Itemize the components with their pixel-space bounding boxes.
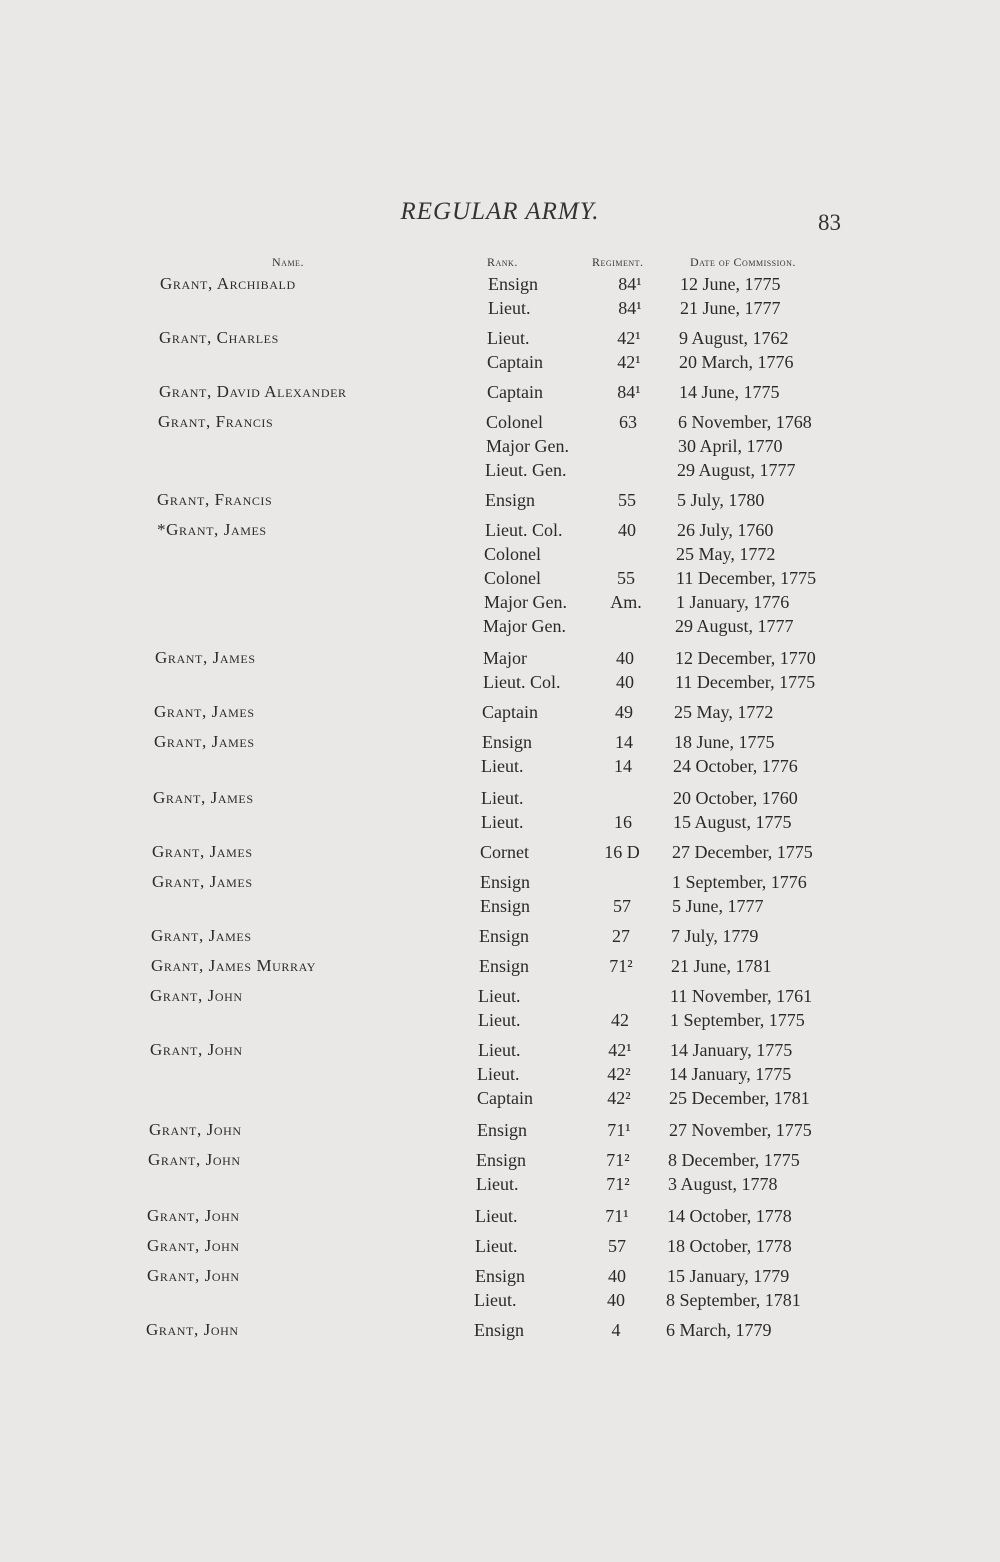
- table-row: [0, 984, 1000, 1008]
- table-row: [0, 458, 1000, 482]
- table-row: [0, 326, 1000, 350]
- entry-regiment: 40: [618, 520, 636, 540]
- entry-date: 27 November, 1775: [669, 1120, 812, 1140]
- entry-rank: Lieut.: [477, 1064, 520, 1084]
- entry-date: 1 September, 1776: [672, 872, 807, 892]
- entry-regiment: 42¹: [617, 328, 641, 348]
- entry-rank: Captain: [477, 1088, 533, 1108]
- table-row: [0, 924, 1000, 948]
- table-row: [0, 894, 1000, 918]
- entry-rank: Lieut.: [481, 788, 524, 808]
- entry-date: 11 November, 1761: [670, 986, 813, 1006]
- table-row: [0, 542, 1000, 566]
- entry-rank: Lieut.: [478, 1040, 521, 1060]
- column-header-rank: Rank.: [487, 255, 518, 269]
- entry-name: Grant, John: [150, 986, 243, 1005]
- entry-date: 25 May, 1772: [676, 544, 776, 564]
- entry-rank: Lieut. Gen.: [485, 460, 567, 480]
- table-row: [0, 488, 1000, 512]
- entry-regiment: 42²: [607, 1064, 631, 1084]
- entry-name: Grant, Francis: [157, 490, 273, 509]
- entry-date: 12 June, 1775: [680, 274, 781, 294]
- table-row: [0, 296, 1000, 320]
- entry-date: 30 April, 1770: [678, 436, 783, 456]
- entry-regiment: 40: [608, 1266, 626, 1286]
- table-row: [0, 518, 1000, 542]
- entry-date: 5 July, 1780: [677, 490, 765, 510]
- page-number: 83: [818, 210, 841, 235]
- table-row: [0, 786, 1000, 810]
- entry-rank: Lieut. Col.: [485, 520, 563, 540]
- entry-name: Grant, John: [146, 1320, 239, 1339]
- table-row: [0, 614, 1000, 638]
- table-row: [0, 434, 1000, 458]
- column-header-date: Date of Commission.: [690, 255, 796, 269]
- entry-rank: Ensign: [475, 1266, 526, 1286]
- entry-regiment: 42: [611, 1010, 629, 1030]
- table-row: [0, 1318, 1000, 1342]
- entry-date: 12 December, 1770: [675, 648, 816, 668]
- entry-regiment: 71¹: [605, 1206, 629, 1226]
- entry-regiment: 27: [612, 926, 630, 946]
- entry-rank: Ensign: [482, 732, 533, 752]
- entry-date: 27 December, 1775: [672, 842, 813, 862]
- entry-rank: Ensign: [477, 1120, 528, 1140]
- table-row: [0, 1288, 1000, 1312]
- entry-date: 8 September, 1781: [666, 1290, 801, 1310]
- entry-regiment: 71²: [606, 1174, 630, 1194]
- entry-name: Grant, James: [152, 872, 253, 891]
- entry-date: 29 August, 1777: [675, 616, 794, 636]
- entry-date: 21 June, 1781: [671, 956, 772, 976]
- entry-rank: Lieut.: [478, 1010, 521, 1030]
- entry-rank: Ensign: [480, 896, 531, 916]
- entry-regiment: 40: [607, 1290, 625, 1310]
- entry-rank: Captain: [487, 382, 543, 402]
- entry-rank: Ensign: [479, 956, 530, 976]
- running-title: REGULAR ARMY.: [400, 198, 600, 225]
- table-row: [0, 810, 1000, 834]
- entry-rank: Major: [483, 648, 527, 668]
- table-row: [0, 1264, 1000, 1288]
- entry-rank: Colonel: [486, 412, 543, 432]
- entry-rank: Lieut.: [488, 298, 531, 318]
- entry-date: 21 June, 1777: [680, 298, 781, 318]
- entry-rank: Lieut.: [478, 986, 521, 1006]
- table-row: [0, 1038, 1000, 1062]
- entry-date: 8 December, 1775: [668, 1150, 800, 1170]
- entry-date: 5 June, 1777: [672, 896, 764, 916]
- entry-rank: Lieut. Col.: [483, 672, 561, 692]
- entry-regiment: 55: [618, 490, 636, 510]
- table-row: [0, 1204, 1000, 1228]
- entry-name: Grant, David Alexander: [159, 382, 347, 401]
- entry-name: Grant, John: [147, 1236, 240, 1255]
- table-row: [0, 350, 1000, 374]
- entry-regiment: 42²: [607, 1088, 631, 1108]
- entry-rank: Colonel: [484, 568, 541, 588]
- entry-name: Grant, James: [151, 926, 252, 945]
- entry-date: 24 October, 1776: [673, 756, 798, 776]
- entry-date: 15 August, 1775: [673, 812, 792, 832]
- entry-date: 15 January, 1779: [667, 1266, 790, 1286]
- table-row: [0, 700, 1000, 724]
- entry-regiment: 57: [613, 896, 631, 916]
- entry-regiment: 71²: [609, 956, 633, 976]
- entry-date: 18 June, 1775: [674, 732, 775, 752]
- table-row: [0, 670, 1000, 694]
- entry-rank: Cornet: [480, 842, 529, 862]
- table-row: [0, 380, 1000, 404]
- entry-rank: Ensign: [474, 1320, 525, 1340]
- entry-rank: Ensign: [485, 490, 536, 510]
- entry-date: 18 October, 1778: [667, 1236, 792, 1256]
- table-row: [0, 566, 1000, 590]
- table-row: [0, 840, 1000, 864]
- table-row: [0, 1062, 1000, 1086]
- table-row: [0, 1172, 1000, 1196]
- table-row: [0, 1148, 1000, 1172]
- entry-rank: Lieut.: [475, 1206, 518, 1226]
- entry-regiment: Am.: [610, 592, 642, 612]
- entry-name: Grant, James: [154, 702, 255, 721]
- entry-name: Grant, James: [153, 788, 254, 807]
- entry-date: 14 January, 1775: [669, 1064, 792, 1084]
- table-row: [0, 1008, 1000, 1032]
- entry-date: 14 October, 1778: [667, 1206, 792, 1226]
- entry-name: Grant, James: [155, 648, 256, 667]
- entry-rank: Lieut.: [475, 1236, 518, 1256]
- entry-regiment: 14: [615, 732, 633, 752]
- entry-rank: Lieut.: [481, 812, 524, 832]
- entry-rank: Ensign: [479, 926, 530, 946]
- table-row: [0, 272, 1000, 296]
- entry-date: 9 August, 1762: [679, 328, 789, 348]
- table-row: [0, 754, 1000, 778]
- entry-rank: Colonel: [484, 544, 541, 564]
- entry-regiment: 84¹: [618, 274, 642, 294]
- table-row: [0, 1234, 1000, 1258]
- entry-date: 14 January, 1775: [670, 1040, 793, 1060]
- entry-date: 11 December, 1775: [675, 672, 816, 692]
- entry-date: 11 December, 1775: [676, 568, 817, 588]
- entry-regiment: 55: [617, 568, 635, 588]
- column-header-regiment: Regiment.: [592, 255, 644, 269]
- table-row: [0, 870, 1000, 894]
- column-header-name: Name.: [272, 255, 304, 269]
- entry-regiment: 16: [614, 812, 632, 832]
- entry-regiment: 84¹: [618, 298, 642, 318]
- table-row: [0, 590, 1000, 614]
- entry-rank: Captain: [482, 702, 538, 722]
- entry-date: 1 January, 1776: [676, 592, 790, 612]
- entry-rank: Ensign: [488, 274, 539, 294]
- entry-name: Grant, John: [147, 1266, 240, 1285]
- entry-regiment: 71²: [606, 1150, 630, 1170]
- entry-regiment: 4: [611, 1320, 621, 1340]
- entry-rank: Lieut.: [474, 1290, 517, 1310]
- entry-regiment: 49: [615, 702, 633, 722]
- entry-regiment: 42¹: [608, 1040, 632, 1060]
- entry-date: 25 December, 1781: [669, 1088, 810, 1108]
- entry-name: Grant, John: [149, 1120, 242, 1139]
- entry-date: 20 March, 1776: [679, 352, 794, 372]
- entry-regiment: 57: [608, 1236, 626, 1256]
- entry-regiment: 71¹: [607, 1120, 631, 1140]
- entry-date: 7 July, 1779: [671, 926, 759, 946]
- entry-regiment: 40: [616, 648, 634, 668]
- table-row: [0, 1118, 1000, 1142]
- entry-rank: Ensign: [476, 1150, 527, 1170]
- entry-regiment: 40: [616, 672, 634, 692]
- entry-date: 20 October, 1760: [673, 788, 798, 808]
- entry-rank: Lieut.: [481, 756, 524, 776]
- entry-name: Grant, Archibald: [160, 274, 296, 293]
- entry-name: Grant, John: [150, 1040, 243, 1059]
- entry-date: 6 March, 1779: [666, 1320, 772, 1340]
- entry-regiment: 16 D: [604, 842, 640, 862]
- entry-regiment: 42¹: [617, 352, 641, 372]
- entry-rank: Major Gen.: [484, 592, 567, 612]
- entry-date: 6 November, 1768: [678, 412, 812, 432]
- entry-date: 1 September, 1775: [670, 1010, 805, 1030]
- entry-date: 3 August, 1778: [668, 1174, 778, 1194]
- table-row: [0, 954, 1000, 978]
- entry-name: Grant, John: [147, 1206, 240, 1225]
- entry-name: Grant, James Murray: [151, 956, 317, 975]
- entry-date: 29 August, 1777: [677, 460, 796, 480]
- entry-rank: Major Gen.: [486, 436, 569, 456]
- table-row: [0, 1086, 1000, 1110]
- table-row: [0, 730, 1000, 754]
- entry-regiment: 84¹: [617, 382, 641, 402]
- entry-name: *Grant, James: [157, 520, 267, 539]
- entry-rank: Lieut.: [487, 328, 530, 348]
- entry-name: Grant, James: [152, 842, 253, 861]
- table-row: [0, 646, 1000, 670]
- entry-date: 25 May, 1772: [674, 702, 774, 722]
- entry-name: Grant, Charles: [159, 328, 279, 347]
- entry-regiment: 63: [619, 412, 637, 432]
- entry-rank: Major Gen.: [483, 616, 566, 636]
- entry-regiment: 14: [614, 756, 632, 776]
- entry-name: Grant, James: [154, 732, 255, 751]
- entry-rank: Captain: [487, 352, 543, 372]
- entry-name: Grant, Francis: [158, 412, 274, 431]
- entry-date: 14 June, 1775: [679, 382, 780, 402]
- entry-rank: Lieut.: [476, 1174, 519, 1194]
- entry-rank: Ensign: [480, 872, 531, 892]
- entry-name: Grant, John: [148, 1150, 241, 1169]
- entry-date: 26 July, 1760: [677, 520, 774, 540]
- table-row: [0, 410, 1000, 434]
